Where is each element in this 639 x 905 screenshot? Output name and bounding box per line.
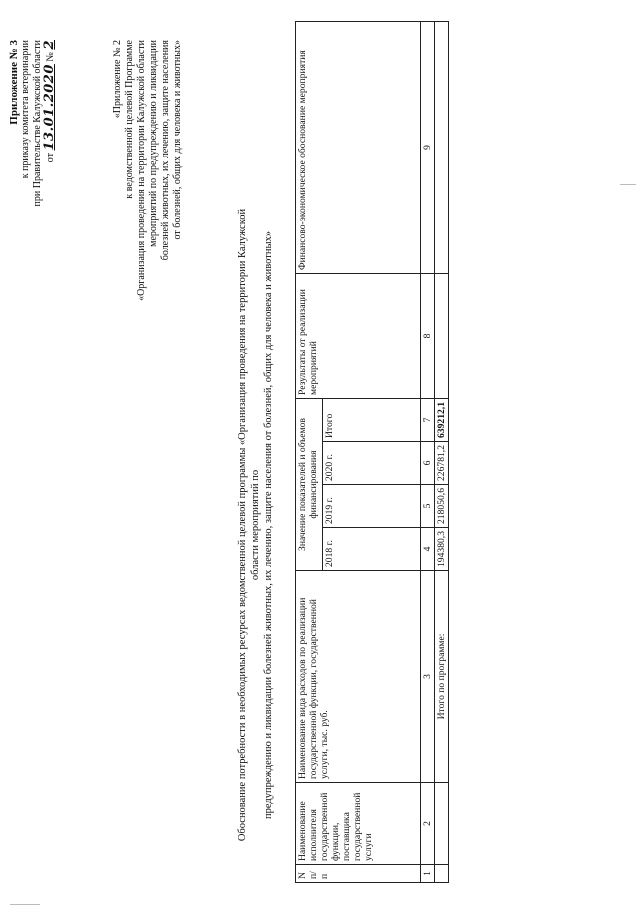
total-2018: 194380,3 [435,528,449,571]
total-2019: 218050,6 [435,485,449,528]
appendix-2-block [112,40,184,301]
table-cell-empty [435,865,449,883]
handwritten-date: 13.01.2020 [42,64,57,151]
col-number: 1 [421,865,435,883]
appendix-2-title: «Приложение № 2 [112,40,123,119]
col-number: 4 [421,528,435,571]
col-number: 8 [421,274,435,399]
col-number: 6 [421,442,435,485]
header-indicators: Значение показателей и объемов финансирования [296,399,323,571]
col-number: 7 [421,399,435,442]
appendix-2-line: болезней животных, их лечению, защите населения [160,40,171,261]
appendix-2-line: от болезней, общих для человека и животных» [172,40,183,240]
table-cell-empty [435,274,449,399]
document-title-line: предупреждению и ликвидации болезней животных, их лечению, защите населения от болезней, общих для человека и животных» [263,230,274,820]
header-2018: 2018 г. [323,528,421,571]
header-executor: Наименование исполнителя государственной функции, поставщика государственной услуги [296,783,421,865]
table-cell-empty [435,783,449,865]
appendix-3-title: Приложение № 3 [8,40,20,125]
total-label: Итого по программе: [435,571,449,783]
header-total: Итого [323,399,421,442]
total-sum: 639212,1 [435,399,449,442]
header-num: N п/п [296,865,421,883]
scan-edge-mark-bottom [620,184,636,185]
header-2019: 2019 г. [323,485,421,528]
col-number: 3 [421,571,435,783]
table-cell-empty [435,22,449,274]
handwritten-number: 2 [42,40,57,50]
appendix-2-line: к ведомственной целевой Программе [124,40,135,199]
number-prefix: № [45,52,56,62]
total-row [435,22,449,883]
header-justification: Финансово-экономическое обоснование мероприятия [296,22,421,274]
appendix-2-line: мероприятий по предупреждению и ликвидации [148,40,159,247]
header-results: Результаты от реализации мероприятий [296,274,421,399]
appendix-3-line: при Правительстве Калужской области [32,40,43,207]
document-title-line: Обоснование потребности в необходимых ресурсах ведомственной целевой программы «Организация проведения на территории Калужской области мероприятий по [237,208,261,842]
appendix-3-line: к приказу комитета ветеринарии [20,40,31,179]
column-number-row [421,22,435,883]
col-number: 5 [421,485,435,528]
total-2020: 226781,2 [435,442,449,485]
appendix-3-block [8,40,57,206]
date-prefix: от [45,153,56,163]
resources-table [295,21,449,883]
header-2020: 2020 г. [323,442,421,485]
table-header-row [296,22,323,883]
appendix-3-date-line [44,40,57,206]
appendix-2-line: «Организация проведения на территории Калужской области [136,40,147,301]
header-expense: Наименование вида расходов по реализации государственной функции, государственной услуги, тыс. руб. [296,571,421,783]
document-title [236,205,275,845]
col-number: 2 [421,783,435,865]
col-number: 9 [421,22,435,274]
